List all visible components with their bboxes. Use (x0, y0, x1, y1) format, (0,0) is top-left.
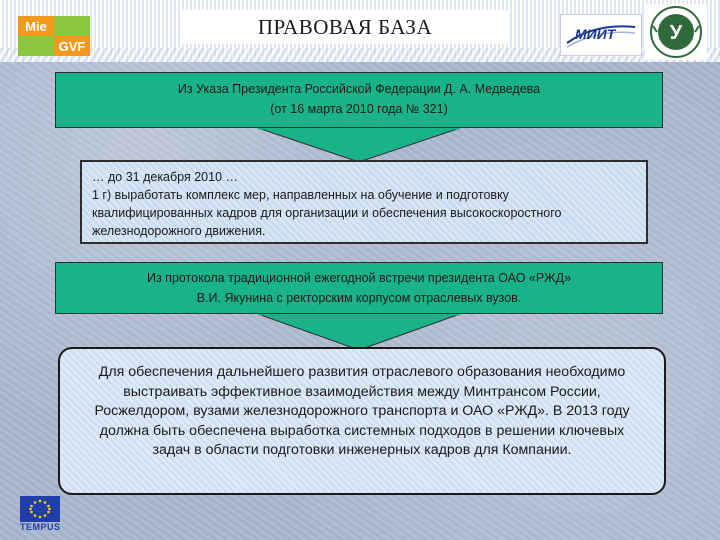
miit-logo-text: МИИТ (575, 26, 616, 42)
logo-tile-mie: Mie (18, 16, 54, 36)
eu-flag-icon (20, 496, 60, 522)
excerpt-line-1: … до 31 декабря 2010 … (92, 170, 239, 184)
protocol-box (55, 262, 663, 314)
logo-tile-gvf: GVF (54, 36, 90, 56)
header-bar (0, 0, 720, 62)
eu-stars-icon (20, 496, 60, 522)
down-arrow-1 (55, 128, 663, 162)
decree-line-1: Из Указа Президента Российской Федерации Д. А. Медведева (177, 82, 541, 96)
title-box (180, 10, 510, 44)
decree-line-2: (от 16 марта 2010 года № 321) (270, 102, 448, 116)
tempus-logo-text: TEMPUS (20, 522, 61, 532)
down-arrow-2 (55, 314, 663, 350)
excerpt-line-4: железнодорожного движения. (92, 224, 266, 238)
excerpt-line-3: квалифицированных кадров для организации и обеспечения высокоскоростного (92, 206, 562, 220)
page-title: ПРАВОВАЯ БАЗА (257, 14, 433, 39)
logo-tile (54, 16, 90, 36)
excerpt-line-2: 1 г) выработать комплекс мер, направленных на обучение и подготовку (92, 188, 509, 202)
logo-tile (18, 36, 54, 56)
conclusion-box: Для обеспечения дальнейшего развития отраслевого образования необходимо выстраивать эффективное взаимодействия между Минтрансом России, Росжелдором, вузами железнодорожного транспорта и ОАО «РЖД». В 2013 году должна быть обеспечена выработка системных подходов в решении ключевых задач в области подготовки инженерных кадров для Компании. (58, 347, 666, 495)
svg-text:У: У (669, 22, 683, 44)
tempus-logo (20, 496, 72, 536)
protocol-line-1: Из протокола традиционной ежегодной встречи президента ОАО «РЖД» (146, 271, 572, 285)
miegvf-logo (18, 16, 90, 56)
protocol-line-2: В.И. Якунина с ректорским корпусом отраслевых вузов. (196, 291, 522, 305)
decree-box (55, 72, 663, 128)
decree-excerpt-box (80, 160, 648, 244)
emblem-icon (645, 4, 707, 60)
university-emblem (645, 4, 707, 60)
miit-logo (560, 14, 642, 56)
